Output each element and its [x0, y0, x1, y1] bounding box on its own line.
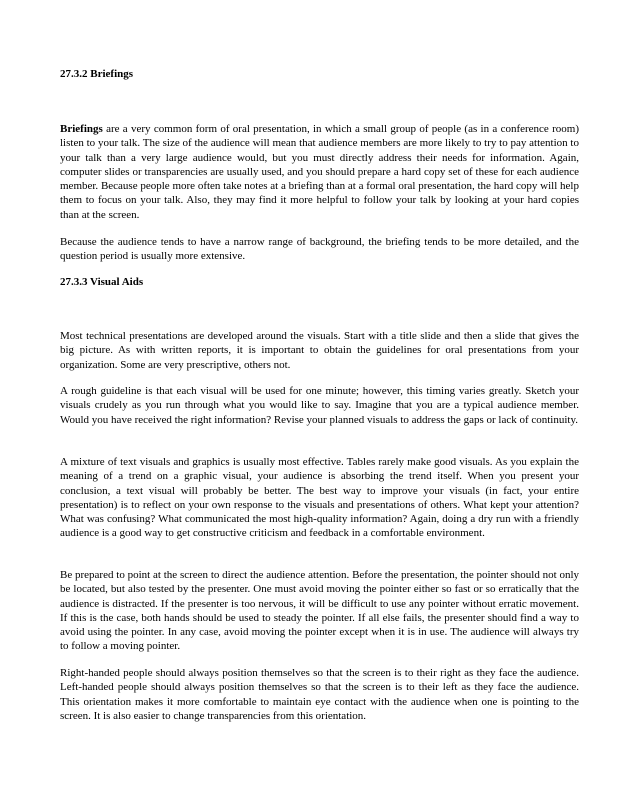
paragraph-handedness: Right-handed people should always position themselves so that the screen is to their right as they face the audience. Left-handed people should always position themselves so that the screen is to their left as they face the audience. This orientation makes it more comfortable to maintain eye contact with the audience when one is pointing to the screen. It is also easier to change transparencies from this orientation. — [60, 667, 579, 722]
paragraph-text: are a very common form of oral presentation, in which a small group of people (as in a conference room) listen to your talk. The size of the audience will mean that audience members are more likely to try to pay attention to your talk than a very large audience would, but you must directly address their needs for information. Again, computer slides or transparencies are usually used, and you should prepare a hard copy set of these for each audience member. Because people more often take notes at a briefing than at a formal oral presentation, the hard copy will help them to focus on your talk. Also, they may find it more helpful to follow your talk by looking at your hard copies than at the screen. — [60, 123, 579, 221]
paragraph-visual-aids-intro: Most technical presentations are developed around the visuals. Start with a title slide and then a slide that gives the big picture. As with written reports, it is important to obtain the guidelines for oral presentations from your organization. Some are very prescriptive, others not. — [60, 330, 579, 371]
paragraph-text-visuals: A mixture of text visuals and graphics is usually most effective. Tables rarely make good visuals. As you explain the meaning of a trend on a graphic visual, your audience is absorbing the trend itself. When you present your conclusion, a text visual will probably be better. The best way to improve your visuals (in fact, your entire presentation) is to reflect on your own response to the visuals and presentations of others. What kept your attention? What was confusing? What communicated the most high-quality information? Again, doing a dry run with a friendly audience is a good way to get constructive criticism and feedback in a comfortable environment. — [60, 456, 579, 540]
section-heading-briefings: 27.3.2 Briefings — [60, 68, 134, 80]
section-heading-visual-aids: 27.3.3 Visual Aids — [60, 276, 144, 288]
paragraph-visual-guideline: A rough guideline is that each visual will be used for one minute; however, this timing varies greatly. Sketch your visuals crudely as you run through what you would like to say. Imagine that you are a typical audience member. Would you have received the right information? Revise your planned visuals to address the gaps or lack of continuity. — [60, 385, 579, 426]
paragraph-briefings-audience: Because the audience tends to have a narrow range of background, the briefing tends to be more detailed, and the question period is usually more extensive. — [60, 236, 579, 263]
paragraph-pointer: Be prepared to point at the screen to direct the audience attention. Before the presentation, the pointer should not only be located, but also tested by the presenter. One must avoid moving the pointer either so fast or so erratically that the audience is distracted. If the presenter is too nervous, it will be difficult to use any pointer without erratic movement. If this is the case, both hands should be used to steady the pointer. If all else fails, the presenter should find a way to avoid using the pointer. In any case, avoid moving the pointer except when it is in use. The audience will always try to follow a moving pointer. — [60, 569, 579, 653]
paragraph-briefings-intro — [60, 122, 579, 222]
term-briefings: Briefings — [60, 123, 103, 135]
